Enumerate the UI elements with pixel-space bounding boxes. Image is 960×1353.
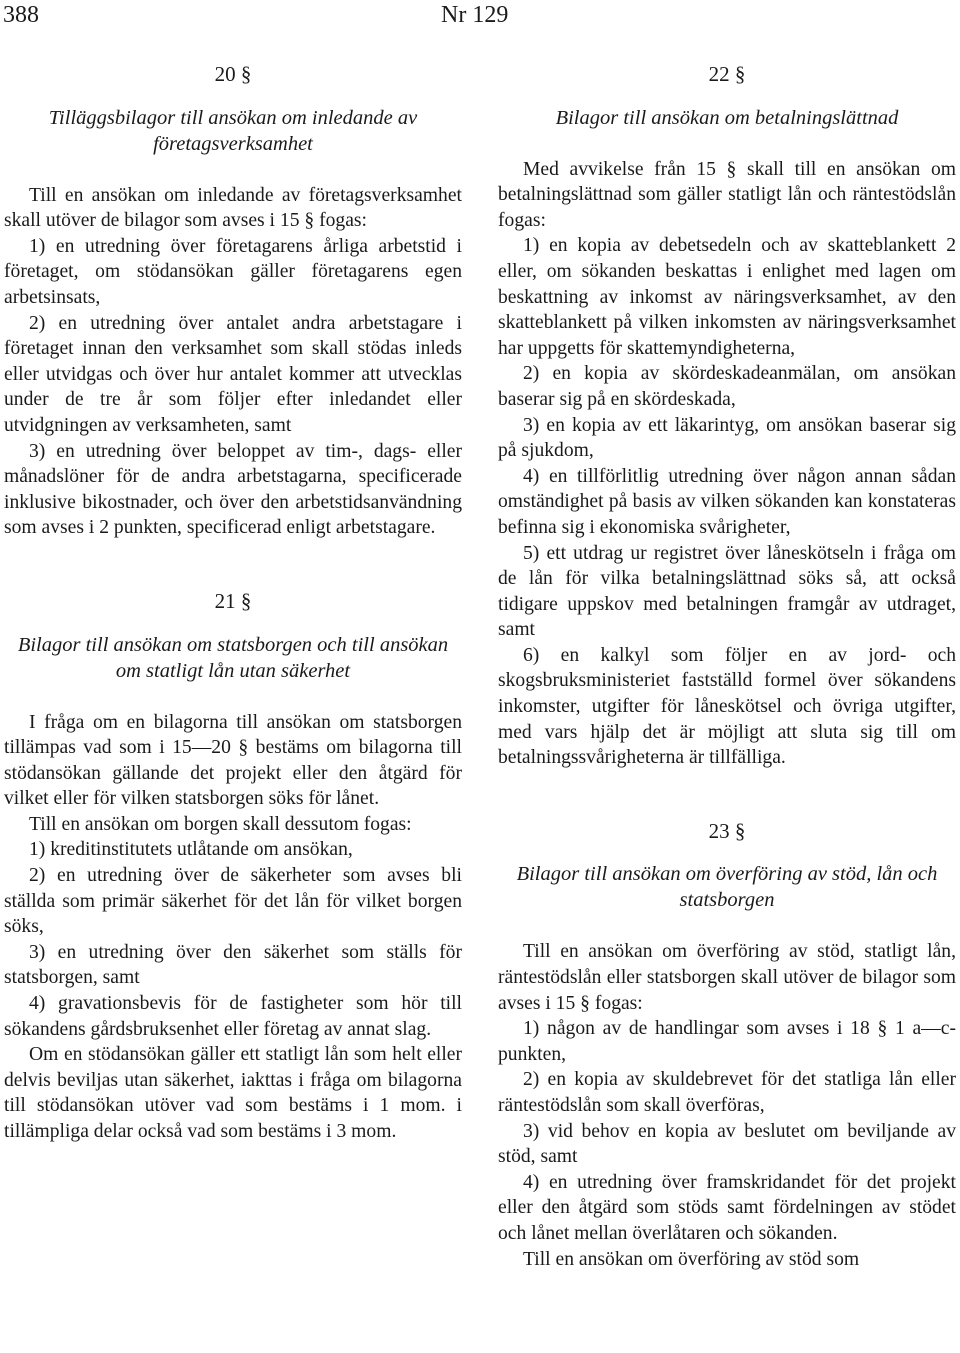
paragraph: 2) en utredning över antalet andra arbetstagare i företaget innan den verksamhet som skall stödas inleds eller utvidgas och över hur antalet kommer att utvecklas under de tre år som följer efter inledandet eller utvidgningen av verksamheten, samt [4,312,462,436]
paragraph: 2) en kopia av skuldebrevet för det statliga lån eller räntestödslån som skall överföras, [498,1069,956,1116]
paragraph: 1) en utredning över företagarens årliga arbetstid i företaget, om stödansökan gäller företagarens egen arbetsinsats, [4,235,462,308]
section-title: Bilagor till ansökan om statsborgen och till ansökan om statligt lån utan säkerhet [17,633,449,682]
paragraph: 6) en kalkyl som följer en av jord- och skogsbruksministeriet fastställd formel över sökandens inkomster, utgifter för låneskötsel och övriga utgifter, med vars hjälp det är möjligt att sluta sig till om betalningssvårigheterna är tillfälliga. [498,644,956,769]
paragraph: 5) ett utdrag ur registret över låneskötseln i fråga om de lån för vilka betalningslättnad söks så, att också tidigare uppskov med betalningen framgår av utdraget, samt [498,542,956,641]
section-22 [498,62,956,771]
paragraph: 2) en utredning över de säkerheter som avses bli ställda som primär säkerhet för det lån för vilket borgen söks, [4,865,462,938]
page-header [0,0,960,34]
paragraph: Med avvikelse från 15 § skall till en ansökan om betalningslättnad som gäller statligt lån och räntestödslån fogas: [498,158,956,231]
paragraph: 3) en kopia av ett läkarintyg, om ansökan baserar sig på sjukdom, [498,414,956,462]
paragraph: 1) en kopia av debetsedeln och av skatteblankett 2 eller, om sökanden beskattas i enlighet med lagen om beskattning av inkomst av näringsverksamhet, av den skatteblankett på vilken inkomsten av näringsverksamhet har uppgetts för skattemyndigheterna, [498,235,956,359]
paragraph: Om en stödansökan gäller ett statligt lån som helt eller delvis beviljas utan säkerhet, iakttas i fråga om bilagorna till stödansökan utöver vad som bestäms i 1 mom. i tillämpliga delar också vad som bestäms i 3 mom. [4,1044,462,1142]
page-number: 388 [3,2,39,28]
section-heading: 23 § [708,818,746,843]
paragraph: 4) gravationsbevis för de fastigheter som hör till sökandens gårdsbruksenhet eller företag av annat slag. [4,993,462,1040]
paragraph: Till en ansökan om inledande av företagsverksamhet skall utöver de bilagor som avses i 15 § fogas: [4,184,462,232]
section-heading: 20 § [214,62,252,86]
section-title: Bilagor till ansökan om överföring av stöd, lån och statsborgen [516,863,938,912]
paragraph: 2) en kopia av skördeskadeanmälan, om ansökan baserar sig på en skördeskada, [498,363,956,410]
section-title: Bilagor till ansökan om betalningslättnad [555,106,899,129]
section-21 [4,589,462,1145]
paragraph: 1) kreditinstitutets utlåtande om ansökan, [29,839,353,861]
section-title: Tilläggsbilagor till ansökan om inledande av företagsverksamhet [48,106,418,155]
paragraph: I fråga om en bilagorna till ansökan om statsborgen tillämpas vad som i 15—20 § bestäms om bilagorna till stödansökan gällande det projekt eller den åtgärd för vilket eller för vilken statsborgen söks för lånet. [4,711,462,810]
left-column [4,62,462,1145]
paragraph: Till en ansökan om borgen skall dessutom fogas: [29,813,412,835]
paragraph: Till en ansökan om överföring av stöd, statligt lån, räntestödslån eller statsborgen skall utöver de bilagor som avses i 15 § fogas: [498,941,956,1014]
issue-number: Nr 129 [441,2,509,28]
right-column [498,62,956,1272]
paragraph: Till en ansökan om överföring av stöd som [523,1248,860,1270]
section-20 [4,62,462,541]
section-gap [498,771,956,819]
section-heading: 21 § [214,588,252,613]
paragraph: 4) en utredning över framskridandet för det projekt eller den åtgärd som stöds samt fördelningen av stödet och lånet mellan överlåtaren och sökanden. [498,1171,956,1244]
paragraph: 4) en tillförlitlig utredning över någon annan sådan omständighet på basis av vilken sökanden kan konstateras befinna sig i ekonomiska svårigheter, [498,465,956,538]
paragraph: 3) en utredning över beloppet av tim-, dags- eller månadslöner för de andra arbetstagarna, specificerade inklusive bikostnader, och över den arbetstidsanvändning som avses i 2 punkten, specificerad enligt arbetstagare. [4,440,462,539]
paragraph: 3) en utredning över den säkerhet som ställs för statsborgen, samt [4,941,462,989]
section-gap [4,541,462,589]
paragraph: 1) någon av de handlingar som avses i 18 § 1 a—c-punkten, [498,1018,956,1065]
section-23 [498,819,956,1272]
section-heading: 22 § [708,62,746,86]
paragraph: 3) vid behov en kopia av beslutet om beviljande av stöd, samt [498,1120,956,1168]
